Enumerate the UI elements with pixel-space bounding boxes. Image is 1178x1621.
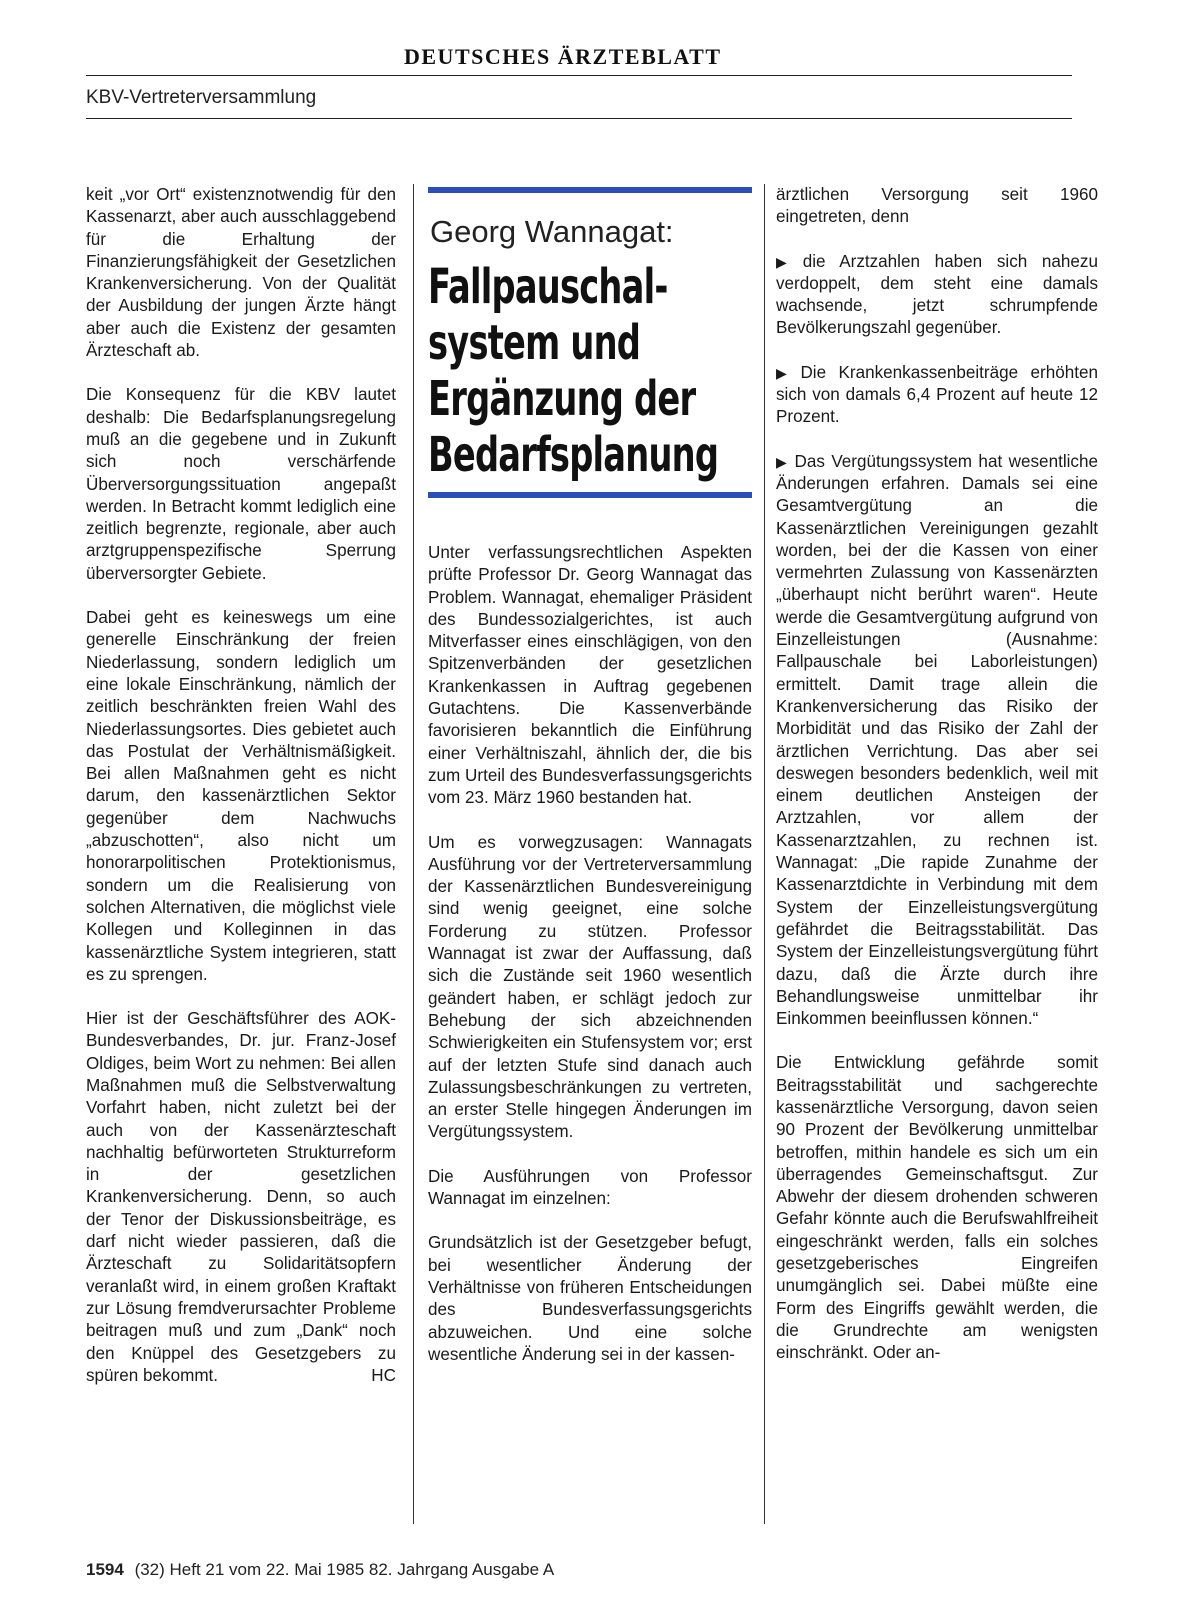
article-headline xyxy=(428,259,719,483)
column-3 xyxy=(776,184,1098,1387)
headline-line: Bedarfsplanung xyxy=(428,427,719,483)
bullet-text: die Arztzahlen haben sich nahezu verdoppelt, dem steht eine damals wachsende, jetzt schrumpfende Bevölkerungszahl gegenüber. xyxy=(776,251,1098,338)
article-author: Georg Wannagat: xyxy=(430,214,674,249)
header-rule xyxy=(86,75,1072,76)
headline-rule-top xyxy=(428,187,752,193)
bullet-item xyxy=(776,362,1098,429)
column-divider-2 xyxy=(764,184,765,1524)
section-rule xyxy=(86,118,1072,119)
headline-line: Ergänzung der xyxy=(428,371,696,427)
section-title: KBV-Vertreterversammlung xyxy=(86,87,317,108)
paragraph: Grundsätzlich ist der Gesetzgeber befugt, bei wesentlicher Änderung der Verhältnisse von früheren Entscheidungen des Bundesverfassungsgerichts abzuweichen. Und eine solche wesentliche Änderung sei in der kassen- xyxy=(428,1233,752,1364)
headline-line: system und xyxy=(428,315,641,371)
author-signature: HC xyxy=(371,1365,396,1385)
bullet-item xyxy=(776,251,1098,340)
masthead: DEUTSCHES ÄRZTEBLATT xyxy=(404,44,722,69)
paragraph xyxy=(86,1008,396,1387)
column-2-body xyxy=(428,542,752,1388)
column-divider-1 xyxy=(413,184,414,1524)
paragraph: Um es vorwegzusagen: Wannagats Ausführung vor der Vertreterversammlung der Kassenärztlichen Bundesvereinigung sind wenig geeignet, eine solche Forderung zu stützen. Professor Wannagat ist zwar der Auffassung, daß sich die Zustände seit 1960 wesentlich geändert haben, er schlägt jedoch zur Behebung der sich abzeichnenden Schwierigkeiten ein Stufensystem vor; erst auf der letzten Stufe sind danach auch Zulassungsbeschränkungen zu vertreten, an erster Stelle hingegen Änderungen im Vergütungssystem. xyxy=(428,832,752,1142)
bullet-item xyxy=(776,451,1098,1031)
paragraph: Unter verfassungsrechtlichen Aspekten prüfte Professor Dr. Georg Wannagat das Problem. Wannagat, ehemaliger Präsident des Bundessozialgerichtes, ist auch Mitverfasser eines einschlägigen, von den Spitzenverbänden der gesetzlichen Krankenkassen in Auftrag gegebenen Gutachtens. Die Kassenverbände favorisieren bekanntlich die Einführung einer Verhältniszahl, ähnlich der, die bis zum Urteil des Bundesverfassungsgerichts vom 23. März 1960 bestanden hat. xyxy=(428,543,752,808)
issue-info: (32) Heft 21 vom 22. Mai 1985 82. Jahrgang xyxy=(134,1560,469,1579)
bullet-text: Das Vergütungssystem hat wesentliche Änderungen erfahren. Damals sei eine Gesamtvergütung an die Kassenärztlichen Vereinigungen gezahlt worden, bei der die Kassen von einer vermehrten Zulassung von Kassenärzten „überhaupt nicht berührt waren“. Heute werde die Gesamtvergütung aufgrund von Einzelleistungen (Ausnahme: Fallpauschale bei Laborleistungen) ermittelt. Damit trage allein die Krankenversicherung das Risiko der Morbidität und das Risiko der Zahl der ärztlichen Verrichtung. Das aber sei deswegen besonders bedenklich, weil mit einem deutlichen Ansteigen der Arztzahlen, vor allem der Kassenarztzahlen, zu rechnen ist. Wannagat: „Die rapide Zunahme der Kassenarztdichte in Verbindung mit dem System der Einzelleistungsvergütung gefährdet die Beitragsstabilität. Das System der Einzelleistungsvergütung führt dazu, daß die Ärzte durch ihre Behandlungsweise unmittelbar ihr Einkommen beeinflussen können.“ xyxy=(776,451,1098,1029)
edition: Ausgabe A xyxy=(471,1560,555,1579)
headline-rule-bottom xyxy=(428,492,752,498)
paragraph: Die Entwicklung gefährde somit Beitragsstabilität und sachgerechte kassenärztliche Versorgung, davon seien 90 Prozent der Bevölkerung unmittelbar betroffen, mithin handele es sich um ein überragendes Gemeinschaftsgut. Zur Abwehr der diesem drohenden schweren Gefahr könnte auch die Berufswahlfreiheit eingeschränkt werden, falls ein solches gesetzgeberisches Eingreifen unumgänglich sei. Dabei müßte eine Form des Eingriffs gewählt werden, die die Grundrechte am wenigsten einschränkt. Oder an- xyxy=(776,1053,1098,1363)
paragraph: Dabei geht es keineswegs um eine generelle Einschränkung der freien Niederlassung, sondern lediglich um eine lokale Einschränkung, nämlich der zeitlich beschränkten freien Wahl des Niederlassungsortes. Dies gebietet auch das Postulat der Verhältnismäßigkeit. Bei allen Maßnahmen geht es nicht darum, den kassenärztlichen Sektor gegenüber dem Nachwuchs „abzuschotten“, also nicht um honorarpolitischen Protektionismus, sondern um die Realisierung von solchen Alternativen, die möglichst viele Kollegen und Kolleginnen in das kassenärztliche System integrieren, statt es zu sprengen. xyxy=(86,608,396,984)
column-1 xyxy=(86,184,396,1409)
paragraph-text: Hier ist der Geschäftsführer des AOK-Bundesverbandes, Dr. jur. Franz-Josef Oldiges, beim Wort zu nehmen: Bei allen Maßnahmen muß die Selbstverwaltung Vorfahrt haben, nicht zuletzt bei der auch von der Kassenärzteschaft nachhaltig befürworteten Strukturreform in der gesetzlichen Krankenversicherung. Denn, so auch der Tenor der Diskussionsbeiträge, es darf nicht wieder passieren, daß die Ärzteschaft zu Solidaritätsopfern veranlaßt wird, in einem großen Kraftakt zur Lösung fremdverursachter Probleme beitragen muß und zum „Dank“ noch den Knüppel des Gesetzgebers zu spüren bekommt. xyxy=(86,1009,396,1385)
paragraph: ärztlichen Versorgung seit 1960 eingetreten, denn xyxy=(776,185,1098,227)
page-number: 1594 xyxy=(86,1560,124,1579)
paragraph: Die Konsequenz für die KBV lautet deshalb: Die Bedarfsplanungsregelung muß an die gegebene und in Zukunft sich noch verschärfende Überversorgungssituation angepaßt werden. In Betracht kommt lediglich eine zeitlich begrenzte, regionale, aber auch arztgruppenspezifische Sperrung überversorgter Gebiete. xyxy=(86,385,396,583)
paragraph: keit „vor Ort“ existenznotwendig für den Kassenarzt, aber auch ausschlaggebend für die Erhaltung der Finanzierungsfähigkeit der Gesetzlichen Krankenversicherung. Von der Qualität der Ausbildung der jungen Ärzte hängt aber auch die Existenz der gesamten Ärzteschaft ab. xyxy=(86,185,396,361)
page-footer xyxy=(86,1560,554,1580)
headline-line: Fallpauschal- xyxy=(428,259,668,315)
paragraph: Die Ausführungen von Professor Wannagat im einzelnen: xyxy=(428,1166,752,1209)
bullet-text: Die Krankenkassenbeiträge erhöhten sich von damals 6,4 Prozent auf heute 12 Prozent. xyxy=(776,362,1098,427)
